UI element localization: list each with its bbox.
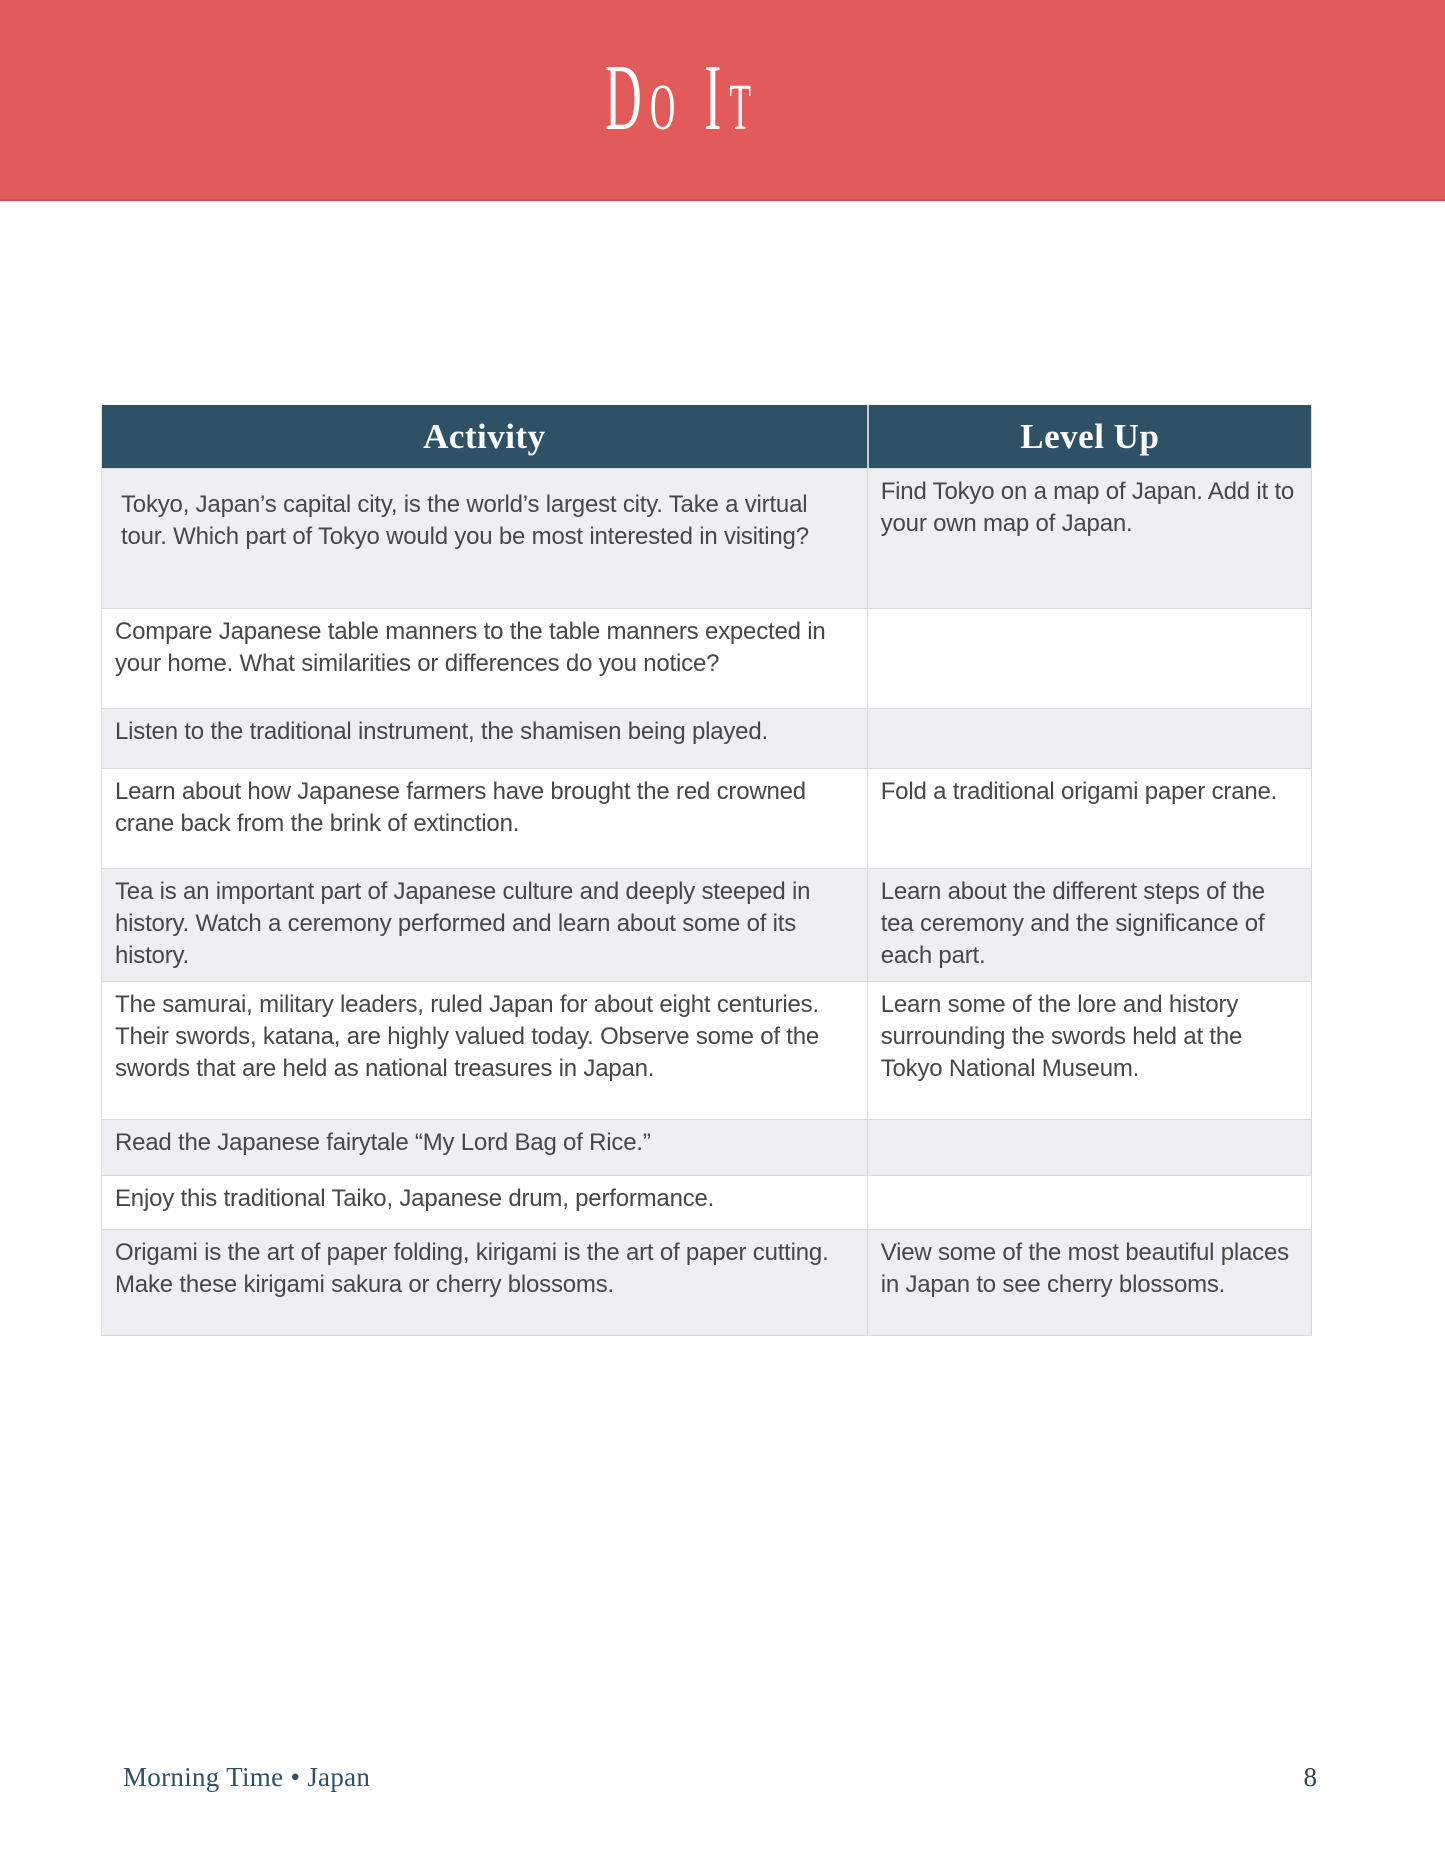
level-up-cell: Learn some of the lore and history surrounding the swords held at the Tokyo National Museum. (867, 982, 1311, 1119)
activity-cell: Read the Japanese fairytale “My Lord Bag of Rice.” (115, 1129, 651, 1156)
table-row (102, 1119, 1311, 1175)
activity-cell: Listen to the traditional instrument, the shamisen being played. (115, 718, 768, 745)
page-title: Do It (605, 47, 760, 151)
level-up-cell: Find Tokyo on a map of Japan. Add it to your own map of Japan. (867, 469, 1311, 608)
footer-title: Morning Time • Japan (123, 1762, 371, 1792)
activity-table (101, 405, 1312, 1336)
activity-cell: Origami is the art of paper folding, kirigami is the art of paper cutting. Make these kirigami sakura or cherry blossoms. (115, 1239, 829, 1298)
activity-cell: Tea is an important part of Japanese culture and deeply steeped in history. Watch a ceremony performed and learn about some of its history. (115, 878, 811, 969)
page-number: 8 (1303, 1762, 1317, 1792)
level-up-cell: Learn about the different steps of the tea ceremony and the significance of each part. (867, 869, 1311, 981)
table-row (102, 768, 1311, 868)
activity-cell: Compare Japanese table manners to the table manners expected in your home. What similarities or differences do you notice? (115, 618, 826, 677)
level-up-cell (867, 1176, 1311, 1229)
table-row (102, 608, 1311, 708)
level-up-cell (867, 609, 1311, 708)
level-up-cell: Fold a traditional origami paper crane. (867, 769, 1311, 868)
activity-cell: Learn about how Japanese farmers have brought the red crowned crane back from the brink of extinction. (115, 778, 806, 837)
table-row (102, 981, 1311, 1119)
table-row (102, 1229, 1311, 1335)
activity-cell: The samurai, military leaders, ruled Japan for about eight centuries. Their swords, katana, are highly valued today. Observe some of the swords that are held as national treasures in Japan. (115, 991, 820, 1082)
column-header-level-up: Level Up (867, 405, 1311, 468)
level-up-cell (867, 1120, 1311, 1175)
level-up-cell: View some of the most beautiful places in Japan to see cherry blossoms. (867, 1230, 1311, 1335)
table-row (102, 708, 1311, 768)
table-header-row (102, 405, 1311, 468)
level-up-cell (867, 709, 1311, 768)
page-footer (123, 1762, 1317, 1793)
table-row (102, 468, 1311, 608)
activity-cell: Enjoy this traditional Taiko, Japanese drum, performance. (115, 1185, 715, 1212)
table-row (102, 868, 1311, 981)
column-header-activity: Activity (423, 416, 546, 456)
table-row (102, 1175, 1311, 1229)
activity-cell: Tokyo, Japan’s capital city, is the world’s largest city. Take a virtual tour. Which part of Tokyo would you be most interested in visiting? (121, 491, 809, 550)
page-header-banner (0, 0, 1445, 201)
